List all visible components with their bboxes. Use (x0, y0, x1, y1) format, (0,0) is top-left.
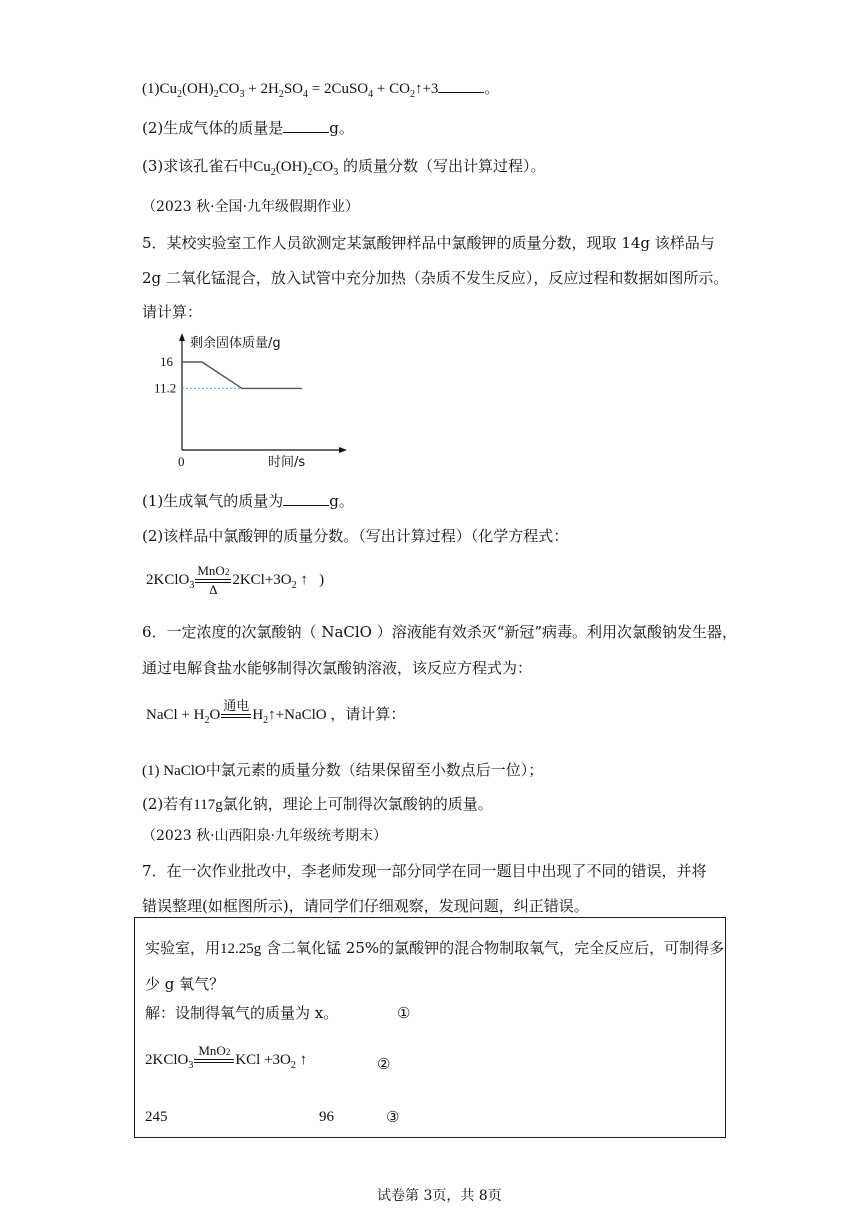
page-footer: 试卷第 3页，共 8页 (377, 1188, 502, 1204)
y-tick-16: 16 (160, 354, 173, 369)
answer-blank[interactable] (283, 491, 329, 506)
q4-part2: (2)生成气体的质量是 g。 (142, 119, 354, 137)
y-axis-label: 剩余固体质量/g (190, 336, 281, 351)
origin-label: 0 (178, 454, 185, 469)
step-mark-1: ① (397, 1004, 411, 1022)
q7-line2: 错误整理(如框图所示)，请同学们仔细观察，发现问题，纠正错误。 (142, 897, 589, 915)
q5-line3: 请计算： (142, 303, 203, 321)
box-line3: 解：设制得氧气的质量为 x。 (145, 1004, 339, 1022)
y-axis-arrow (179, 333, 185, 341)
q4-part1: $(1)Cu_2(OH)_2CO_3 + 2H_2SO_4$ = 2CuSO$_4$ + $CO_2↑+3$ 。 (142, 78, 499, 101)
x-axis-arrow (339, 447, 347, 453)
step-mark-3: ③ (386, 1108, 400, 1126)
error-box (134, 917, 726, 1138)
q6-part1: (1) NaClO中氯元素的质量分数（结果保留至小数点后一位）； (142, 761, 544, 779)
q6-line2: 通过电解食盐水能够制得次氯酸钠溶液，该反应方程式为： (142, 659, 533, 677)
box-num-96: 96 (319, 1109, 334, 1125)
q7-line1: 7．在一次作业批改中，李老师发现一部分同学在同一题目中出现了不同的错误，并将 (142, 862, 707, 880)
box-equation: 2KClO$_3$ MnO2 KCl $+3O_2$ ↑ (145, 1043, 308, 1071)
box-line2: 少 g 氧气？ (145, 975, 225, 993)
box-line1: 实验室，用12.25g 含二氧化锰 25%的氯酸钾的混合物制取氧气，完全反应后，可制得多 (145, 939, 725, 957)
y-tick-11-2: 11.2 (154, 380, 177, 396)
q5-part2: (2)该样品中氯酸钾的质量分数。（写出计算过程）（化学方程式： (142, 527, 569, 545)
q5-line1: 5．某校实验室工作人员欲测定某氯酸钾样品中氯酸钾的质量分数，现取 14g 该样品与 (142, 234, 715, 252)
box-num-245: 245 (145, 1109, 168, 1125)
step-mark-2: ② (377, 1055, 391, 1073)
q5-line2: 2g 二氧化锰混合，放入试管中充分加热（杂质不发生反应），反应过程和数据如图所示。 (142, 269, 729, 287)
q6-part2: (2)若有117g氯化钠，理论上可制得次氯酸钠的质量。 (142, 795, 493, 813)
q4-part3: (3)求该孔雀石中$Cu_2(OH)_2CO_3$ 的质量分数（写出计算过程）。 (142, 157, 546, 178)
q6-equation: NaCl + $H_2O$ 通电 $H_2↑+NaClO$ ，请计算： (146, 698, 406, 726)
q6-line1: 6．一定浓度的次氯酸钠（ NaClO ）溶液能有效杀灭“新冠”病毒。利用次氯酸钠发生器， (142, 623, 738, 641)
q5-equation: 2KClO$_3$ MnO2 Δ $2KCl+3O_2$ ↑ ) (146, 563, 325, 598)
q5-part1: (1)生成氧气的质量为 g。 (142, 492, 354, 510)
mass-time-chart (150, 330, 350, 470)
answer-blank[interactable] (283, 118, 329, 133)
x-axis-label: 时间/s (268, 455, 306, 470)
answer-blank[interactable] (438, 78, 484, 93)
source-tag-7: （2023 秋·山西阳泉·九年级统考期末） (142, 828, 387, 844)
series-line (182, 362, 302, 388)
source-tag-5: （2023 秋·全国·九年级假期作业） (142, 199, 359, 215)
